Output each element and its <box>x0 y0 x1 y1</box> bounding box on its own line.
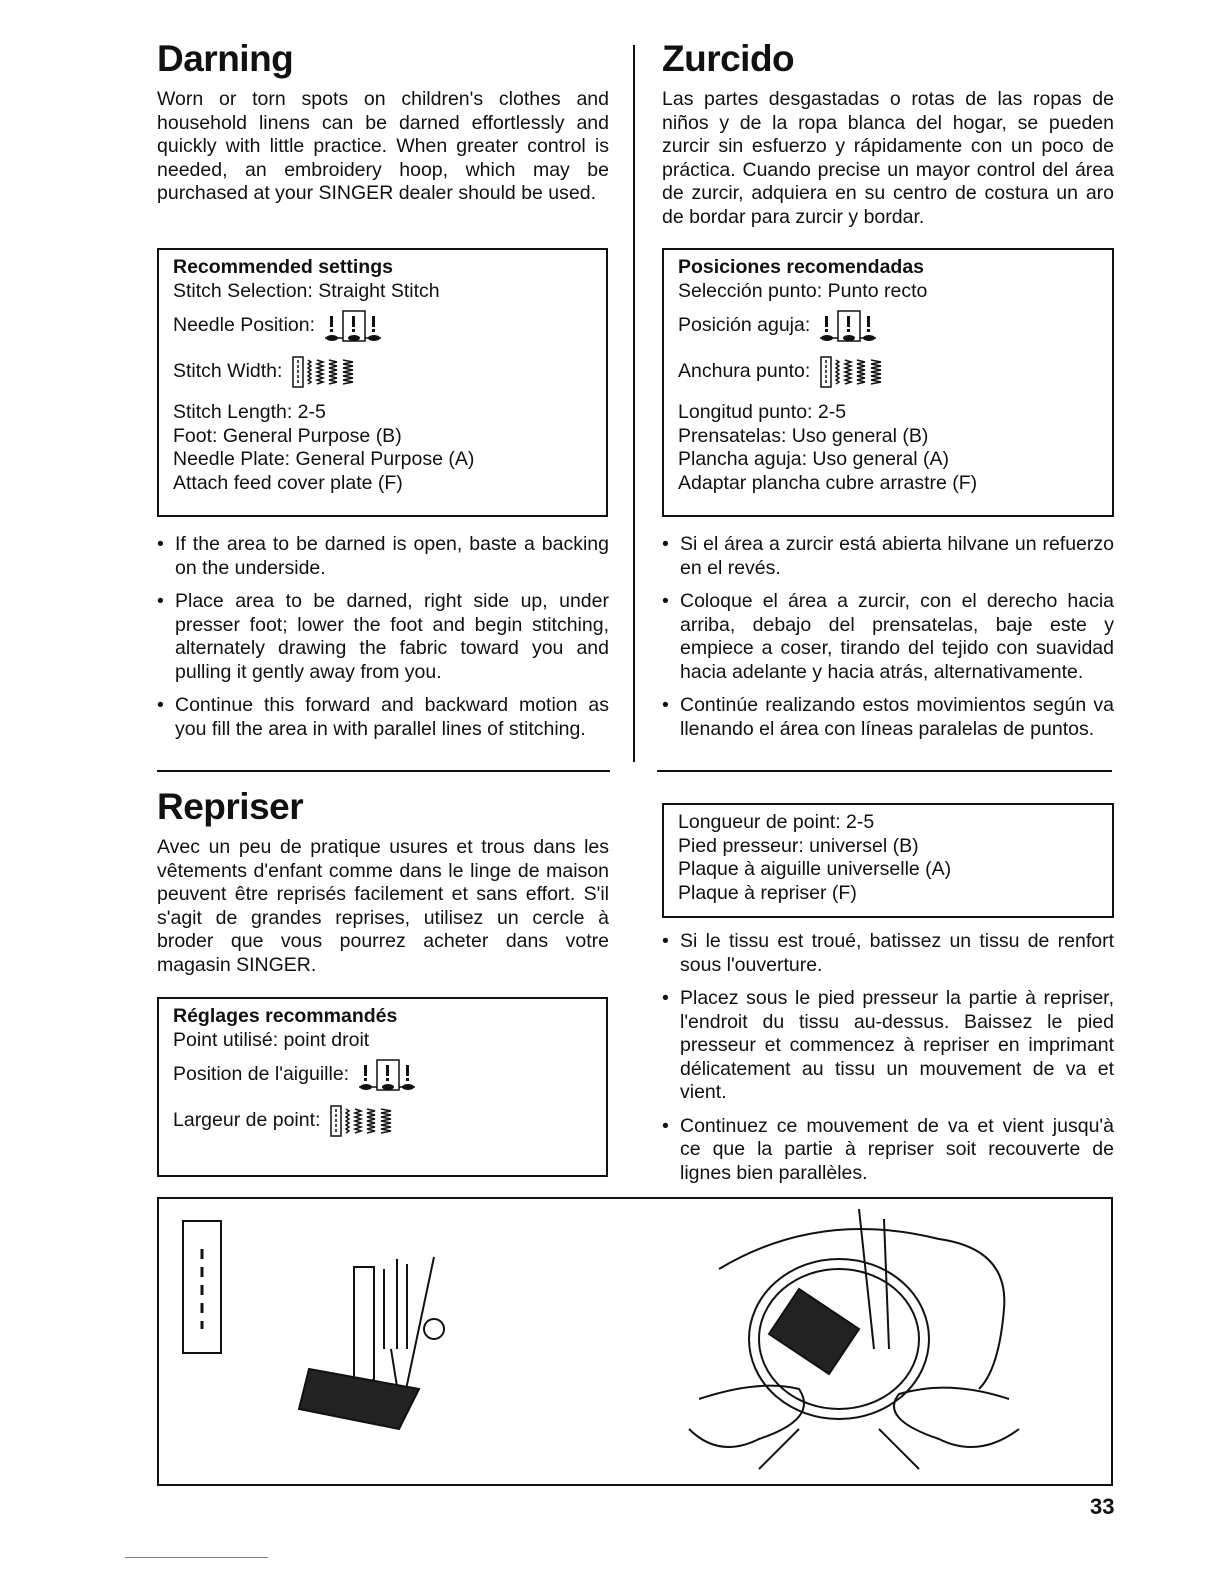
hoop-hands-drawing <box>689 1209 1019 1469</box>
section-rule <box>657 770 1112 772</box>
french-steps <box>662 930 1114 1195</box>
list-item: • Coloque el área a zurcir, con el derecho hacia arriba, debajo del prensatelas, baje este y empiece a coser, tirando del tejido con suavidad hacia adelante y hacia atrás, alternativamente. <box>662 590 1114 684</box>
list-item: • Place area to be darned, right side up, under presser foot; lower the foot and begin stitching, alternately drawing the fabric toward you and pulling it gently away from you. <box>157 590 609 684</box>
settings-heading: Réglages recommandés <box>173 1005 398 1027</box>
needle-position-icon <box>325 310 383 343</box>
stitch-indicator-icon <box>183 1221 221 1353</box>
stitch-width-label: Stitch Width: <box>173 360 283 383</box>
footer-line <box>125 1557 268 1558</box>
english-title: Darning <box>157 38 294 79</box>
list-item: • Continue this forward and backward motion as you fill the area in with parallel lines of stitching. <box>157 694 609 741</box>
darning-illustration <box>159 1199 1111 1484</box>
english-steps <box>157 533 609 751</box>
column-divider <box>633 45 635 762</box>
stitch-width-icon <box>820 356 884 389</box>
stitch-length: Longitud punto: 2-5 <box>678 401 847 423</box>
english-settings-box <box>157 248 608 517</box>
list-item: • Placez sous le pied presseur la partie à repriser, l'endroit du tissu au-dessus. Baissez le pied presseur et commencez à repriser en imprimant délicatement au tissu un mouvement de va et vient. <box>662 987 1114 1105</box>
english-section <box>157 38 609 206</box>
settings-heading: Posiciones recomendadas <box>678 256 925 278</box>
spanish-title: Zurcido <box>662 38 795 79</box>
stitch-length: Longueur de point: 2-5 <box>678 811 875 833</box>
spanish-settings-box <box>662 248 1114 517</box>
english-intro: Worn or torn spots on children's clothes and household linens can be darned effortlessly and quickly with little practice. When greater control is needed, an embroidery hoop, which may be purchased at your SINGER dealer should be used. <box>157 88 609 204</box>
spanish-steps <box>662 533 1114 751</box>
needle-plate: Needle Plate: General Purpose (A) <box>173 448 475 470</box>
list-item: • Si le tissu est troué, batissez un tissu de renfort sous l'ouverture. <box>662 930 1114 977</box>
stitch-selection: Point utilisé: point droit <box>173 1028 370 1051</box>
feed-cover: Plaque à repriser (F) <box>678 881 857 904</box>
foot: Prensatelas: Uso general (B) <box>678 424 929 447</box>
list-item: • Continuez ce mouvement de va et vient jusqu'à ce que la partie à repriser soit recouverte de lignes bien parallèles. <box>662 1115 1114 1186</box>
list-item: • Continúe realizando estos movimientos según va llenando el área con líneas paralelas de puntos. <box>662 694 1114 741</box>
spanish-section <box>662 38 1114 229</box>
needle-position-icon <box>820 310 878 343</box>
foot: Foot: General Purpose (B) <box>173 424 402 447</box>
needle-position-label: Posición aguja: <box>678 314 811 337</box>
stitch-selection: Stitch Selection: Straight Stitch <box>173 279 440 302</box>
stitch-width-label: Anchura punto: <box>678 360 811 383</box>
spanish-intro: Las partes desgastadas o rotas de las ropas de niños y de la ropa blanca del hogar, se pueden zurcir sin esfuerzo y rápidamente con un poco de práctica. Cuando precise un mayor control del área de zurcir, adquiera en su centro de costura un aro de bordar para zurcir y bordar. <box>662 88 1114 228</box>
french-section <box>157 786 609 977</box>
french-intro: Avec un peu de pratique usures et trous dans les vêtements d'enfant comme dans le linge de maison peuvent être reprisés facilement et sans effort. S'il s'agit de grandes reprises, utilisez un cercle à broder que vous pourrez acheter dans votre magasin SINGER. <box>157 836 609 976</box>
needle-position-label: Needle Position: <box>173 314 316 337</box>
stitch-length: Stitch Length: 2-5 <box>173 401 326 423</box>
list-item: • Si el área a zurcir está abierta hilvane un refuerzo en el revés. <box>662 533 1114 580</box>
settings-heading: Recommended settings <box>173 256 393 278</box>
section-rule <box>157 770 610 772</box>
stitch-width-icon <box>330 1105 394 1138</box>
feed-cover: Adaptar plancha cubre arrastre (F) <box>678 471 978 494</box>
french-title: Repriser <box>157 786 304 827</box>
needle-position-label: Position de l'aiguille: <box>173 1063 350 1086</box>
page-number: 33 <box>1090 1494 1115 1519</box>
list-item: • If the area to be darned is open, baste a backing on the underside. <box>157 533 609 580</box>
machine-needle-drawing <box>299 1257 444 1429</box>
feed-cover: Attach feed cover plate (F) <box>173 471 403 494</box>
french-settings-box <box>157 997 608 1177</box>
foot: Pied presseur: universel (B) <box>678 834 919 857</box>
stitch-selection: Selección punto: Punto recto <box>678 279 928 302</box>
french-settings-box-continued <box>662 803 1114 918</box>
needle-plate: Plaque à aiguille universelle (A) <box>678 858 952 880</box>
illustration-box <box>157 1197 1113 1486</box>
needle-plate: Plancha aguja: Uso general (A) <box>678 448 949 470</box>
stitch-width-label: Largeur de point: <box>173 1109 321 1132</box>
needle-position-icon <box>359 1059 417 1092</box>
stitch-width-icon <box>292 356 356 389</box>
